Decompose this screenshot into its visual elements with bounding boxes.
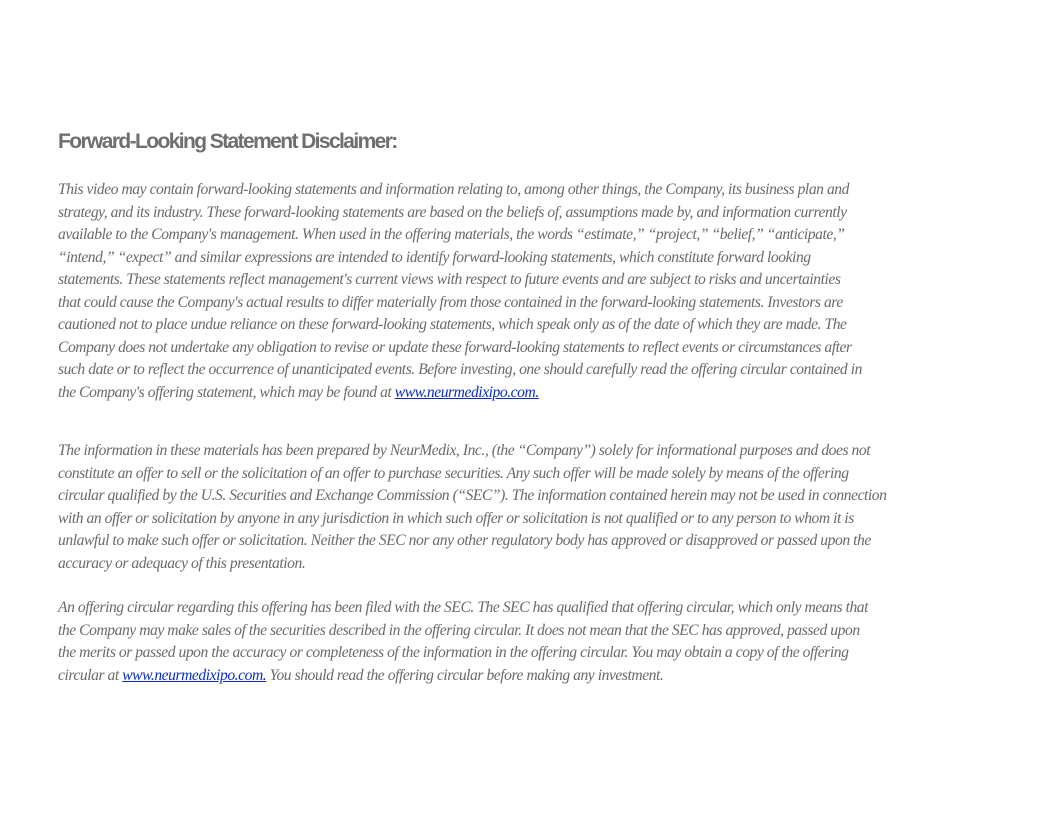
paragraph-line: statements. These statements reflect management's current views with respect to future events and are subject to risks and uncertainties (58, 271, 841, 288)
paragraph-line: unlawful to make such offer or solicitation. Neither the SEC nor any other regulatory body has approved or disapproved or passed upon the (58, 532, 871, 549)
paragraph-line: constitute an offer to sell or the solicitation of an offer to purchase securities. Any such offer will be made solely by means of the offering (58, 464, 849, 482)
paragraph-line (58, 382, 986, 405)
paragraph-line: the merits or passed upon the accuracy or completeness of the information in the offering circular. You may obtain a copy of the offering (58, 644, 849, 661)
paragraph-line: available to the Company's management. When used in the offering materials, the words “estimate,” “project,” “belief,” “anticipate,” (58, 226, 845, 243)
paragraph-line: This video may contain forward-looking statements and information relating to, among other things, the Company, its business plan and (58, 181, 849, 198)
paragraph-line: accuracy or adequacy of this presentation. (58, 554, 306, 572)
company-information-paragraph (58, 440, 986, 575)
paragraph-line: Company does not undertake any obligation to revise or update these forward-looking statements to reflect events or circumstances after (58, 338, 852, 356)
paragraph-line: An offering circular regarding this offering has been filed with the SEC. The SEC has qualified that offering circular, which only means that (58, 599, 869, 616)
offering-circular-paragraph (58, 597, 986, 687)
paragraph-line: circular qualified by the U.S. Securities and Exchange Commission (“SEC”). The information contained herein may not be used in connection (58, 487, 887, 504)
paragraph-line: with an offer or solicitation by anyone in any jurisdiction in which such offer or solicitation is not qualified or to any person to whom it is (58, 509, 854, 527)
line-text: circular at (58, 666, 123, 684)
paragraph-line: that could cause the Company's actual results to differ materially from those contained in the forward-looking statements. Investors are (58, 293, 843, 311)
paragraph-line (58, 665, 986, 688)
forward-looking-paragraph (58, 179, 986, 404)
paragraph-line: strategy, and its industry. These forward-looking statements are based on the beliefs of, assumptions made by, and information currently (58, 203, 847, 221)
website-link[interactable]: www.neurmedixipo.com. (122, 666, 267, 684)
paragraph-line: the Company may make sales of the securities described in the offering circular. It does not mean that the SEC has approved, passed upon (58, 621, 860, 639)
line-text: the Company's offering statement, which may be found at (58, 383, 395, 401)
website-link[interactable]: www.neurmedixipo.com. (394, 383, 539, 401)
page-title: Forward-Looking Statement Disclaimer: (58, 130, 397, 153)
paragraph-line: such date or to reflect the occurrence of unanticipated events. Before investing, one should carefully read the offering circular contained in (58, 361, 862, 378)
line-text: You should read the offering circular before making any investment. (266, 666, 664, 684)
paragraph-line: cautioned not to place undue reliance on these forward-looking statements, which speak only as of the date of which they are made. The (58, 316, 847, 333)
paragraph-line: The information in these materials has been prepared by NeurMedix, Inc., (the “Company”) solely for informational purposes and does not (58, 442, 871, 459)
paragraph-line: “intend,” “expect” and similar expressions are intended to identify forward-looking statements, which constitute forward looking (58, 248, 811, 266)
